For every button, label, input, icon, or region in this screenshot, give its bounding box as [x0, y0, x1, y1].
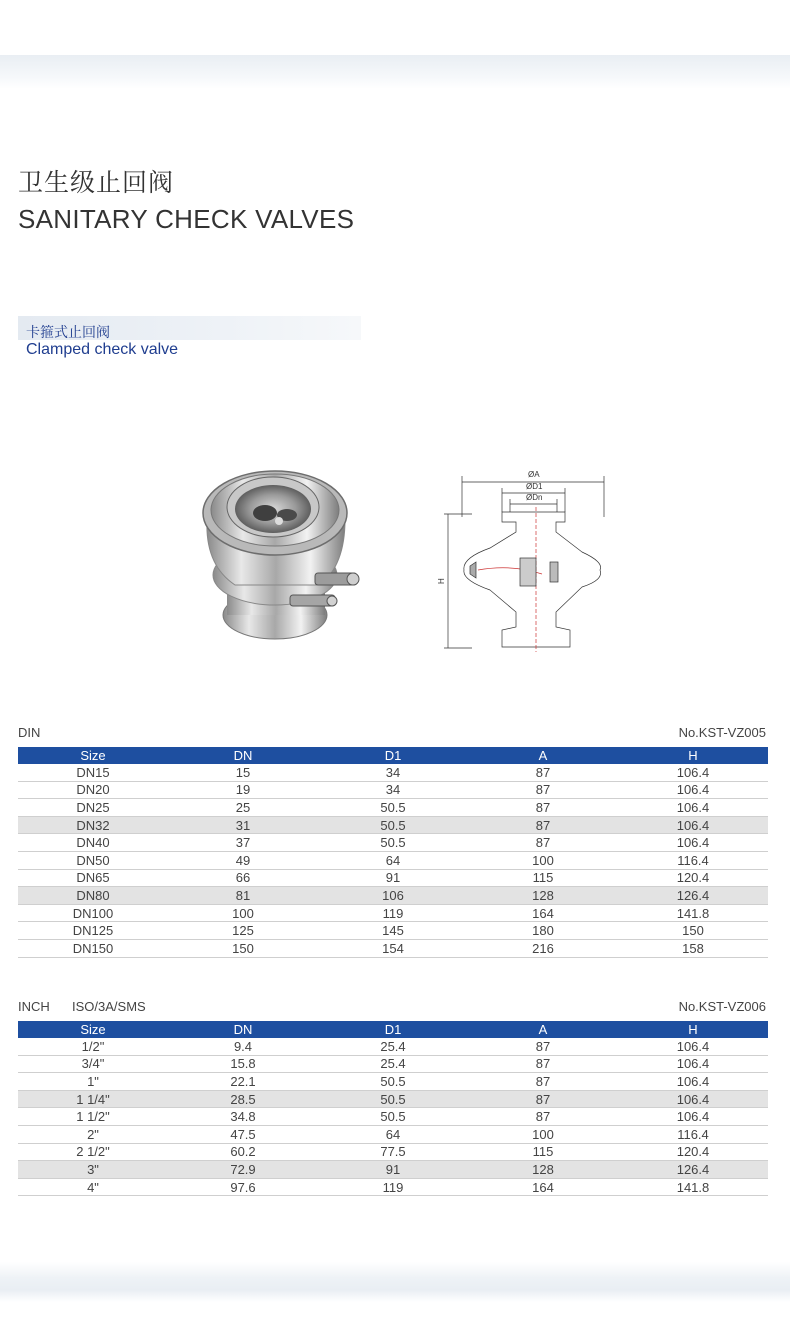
table-cell: 106.4: [618, 834, 768, 852]
table-cell: 87: [468, 834, 618, 852]
inch-spec-table: [18, 1021, 768, 1196]
bottom-gradient-band: [0, 1262, 790, 1302]
table-cell: 15.8: [168, 1055, 318, 1073]
table-cell: 150: [168, 939, 318, 957]
column-header: D1: [318, 747, 468, 764]
table-row: [18, 939, 768, 957]
table-cell: DN50: [18, 851, 168, 869]
table-row: [18, 1161, 768, 1179]
table-cell: 81: [168, 887, 318, 905]
table-cell: 125: [168, 922, 318, 940]
table-cell: 106: [318, 887, 468, 905]
table-row: [18, 799, 768, 817]
table-cell: 77.5: [318, 1143, 468, 1161]
table-row: [18, 1143, 768, 1161]
table-cell: 119: [318, 904, 468, 922]
table-cell: 2": [18, 1125, 168, 1143]
table-cell: 154: [318, 939, 468, 957]
table-cell: 120.4: [618, 869, 768, 887]
top-gradient-band: [0, 55, 790, 89]
product-photo: [195, 455, 375, 650]
page-title-en: SANITARY CHECK VALVES: [18, 204, 355, 234]
table-row: [18, 816, 768, 834]
table-cell: 50.5: [318, 816, 468, 834]
table-cell: 164: [468, 1178, 618, 1196]
table-cell: 106.4: [618, 1073, 768, 1091]
table-cell: 141.8: [618, 904, 768, 922]
table-cell: 106.4: [618, 781, 768, 799]
table-cell: 87: [468, 1055, 618, 1073]
product-name-en: Clamped check valve: [26, 341, 179, 358]
table-cell: 50.5: [318, 1090, 468, 1108]
table-cell: 28.5: [168, 1090, 318, 1108]
table-cell: 34: [318, 764, 468, 781]
table-cell: 25.4: [318, 1038, 468, 1055]
table-cell: 158: [618, 939, 768, 957]
inch-table-standard: ISO/3A/SMS: [72, 999, 146, 1014]
table-cell: 87: [468, 1038, 618, 1055]
table-cell: 106.4: [618, 1038, 768, 1055]
product-name-cn: 卡箍式止回阀: [26, 325, 110, 341]
table-cell: 4": [18, 1178, 168, 1196]
table-cell: 91: [318, 1161, 468, 1179]
table-cell: DN80: [18, 887, 168, 905]
table-row: [18, 869, 768, 887]
table-cell: 128: [468, 887, 618, 905]
table-cell: 64: [318, 851, 468, 869]
table-cell: 87: [468, 816, 618, 834]
technical-drawing: [432, 462, 612, 657]
table-cell: 91: [318, 869, 468, 887]
table-cell: DN100: [18, 904, 168, 922]
table-cell: DN25: [18, 799, 168, 817]
din-table-number: No.KST-VZ005: [678, 725, 766, 740]
table-cell: 64: [318, 1125, 468, 1143]
table-cell: 34.8: [168, 1108, 318, 1126]
table-row: [18, 1178, 768, 1196]
table-cell: 106.4: [618, 816, 768, 834]
column-header: Size: [18, 747, 168, 764]
column-header: A: [468, 1021, 618, 1038]
table-cell: 141.8: [618, 1178, 768, 1196]
table-cell: 87: [468, 799, 618, 817]
table-cell: 180: [468, 922, 618, 940]
inch-table-number: No.KST-VZ006: [678, 999, 766, 1014]
table-cell: DN150: [18, 939, 168, 957]
table-row: [18, 1073, 768, 1091]
table-cell: 115: [468, 869, 618, 887]
dim-d1-label: ØD1: [526, 482, 543, 491]
table-cell: 22.1: [168, 1073, 318, 1091]
table-row: [18, 1038, 768, 1055]
table-cell: 106.4: [618, 1055, 768, 1073]
table-cell: 216: [468, 939, 618, 957]
column-header: DN: [168, 1021, 318, 1038]
table-cell: 100: [468, 851, 618, 869]
table-cell: 87: [468, 781, 618, 799]
table-cell: 37: [168, 834, 318, 852]
table-cell: 126.4: [618, 887, 768, 905]
table-cell: 116.4: [618, 1125, 768, 1143]
table-row: [18, 1125, 768, 1143]
table-cell: 15: [168, 764, 318, 781]
table-cell: DN40: [18, 834, 168, 852]
table-cell: 3": [18, 1161, 168, 1179]
table-row: [18, 904, 768, 922]
table-cell: 1 1/4": [18, 1090, 168, 1108]
table-cell: 66: [168, 869, 318, 887]
table-cell: 50.5: [318, 799, 468, 817]
table-cell: 106.4: [618, 1108, 768, 1126]
table-cell: DN15: [18, 764, 168, 781]
table-cell: 60.2: [168, 1143, 318, 1161]
table-cell: 100: [168, 904, 318, 922]
table-cell: 50.5: [318, 1073, 468, 1091]
table-cell: 3/4": [18, 1055, 168, 1073]
table-cell: 50.5: [318, 1108, 468, 1126]
table-cell: 164: [468, 904, 618, 922]
table-cell: 100: [468, 1125, 618, 1143]
table-row: [18, 1108, 768, 1126]
table-row: [18, 887, 768, 905]
table-cell: 47.5: [168, 1125, 318, 1143]
table-cell: 87: [468, 764, 618, 781]
table-cell: 2 1/2": [18, 1143, 168, 1161]
table-cell: 87: [468, 1073, 618, 1091]
table-cell: 72.9: [168, 1161, 318, 1179]
table-cell: 145: [318, 922, 468, 940]
table-cell: 25.4: [318, 1055, 468, 1073]
table-cell: DN125: [18, 922, 168, 940]
table-cell: 126.4: [618, 1161, 768, 1179]
table-cell: DN32: [18, 816, 168, 834]
din-spec-table: [18, 747, 768, 958]
dim-dn-label: ØDn: [526, 493, 543, 502]
table-cell: 25: [168, 799, 318, 817]
table-cell: 9.4: [168, 1038, 318, 1055]
table-cell: 115: [468, 1143, 618, 1161]
table-cell: 106.4: [618, 1090, 768, 1108]
column-header: DN: [168, 747, 318, 764]
table-cell: 1 1/2": [18, 1108, 168, 1126]
table-cell: 1": [18, 1073, 168, 1091]
table-cell: 87: [468, 1108, 618, 1126]
table-cell: DN65: [18, 869, 168, 887]
column-header: A: [468, 747, 618, 764]
column-header: D1: [318, 1021, 468, 1038]
table-row: [18, 851, 768, 869]
page-title-cn: 卫生级止回阀: [18, 168, 175, 197]
table-row: [18, 922, 768, 940]
table-cell: 50.5: [318, 834, 468, 852]
table-cell: 49: [168, 851, 318, 869]
table-cell: DN20: [18, 781, 168, 799]
column-header: Size: [18, 1021, 168, 1038]
table-row: [18, 834, 768, 852]
table-cell: 19: [168, 781, 318, 799]
table-cell: 106.4: [618, 764, 768, 781]
table-cell: 119: [318, 1178, 468, 1196]
table-cell: 1/2": [18, 1038, 168, 1055]
table-cell: 34: [318, 781, 468, 799]
table-cell: 150: [618, 922, 768, 940]
table-cell: 120.4: [618, 1143, 768, 1161]
table-row: [18, 781, 768, 799]
column-header: H: [618, 1021, 768, 1038]
table-row: [18, 764, 768, 781]
table-cell: 128: [468, 1161, 618, 1179]
table-cell: 106.4: [618, 799, 768, 817]
dim-h-label: H: [437, 578, 446, 584]
din-table-label: DIN: [18, 725, 41, 740]
inch-table-label: INCH: [18, 999, 50, 1014]
table-cell: 87: [468, 1090, 618, 1108]
table-cell: 116.4: [618, 851, 768, 869]
table-cell: 97.6: [168, 1178, 318, 1196]
table-cell: 31: [168, 816, 318, 834]
column-header: H: [618, 747, 768, 764]
table-row: [18, 1090, 768, 1108]
dim-a-label: ØA: [528, 470, 540, 479]
table-row: [18, 1055, 768, 1073]
